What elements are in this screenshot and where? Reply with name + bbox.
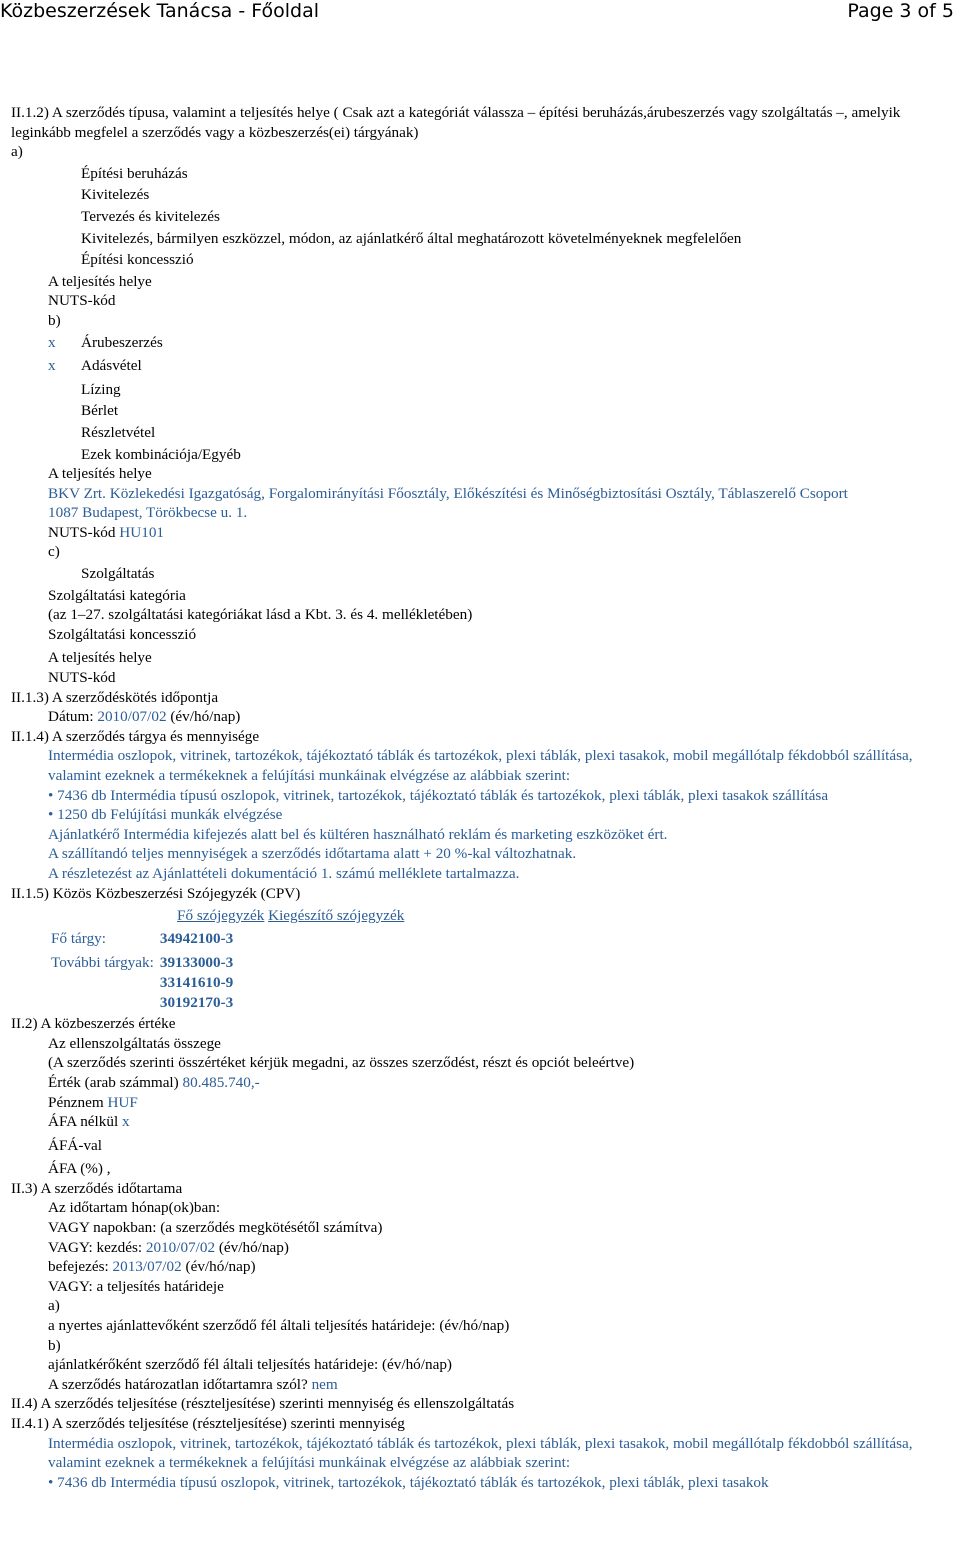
document-body	[11, 103, 951, 1492]
subject-paragraph: Ajánlatkérő Intermédia kifejezés alatt bel és kültéren használható reklám és marketing eszközöket ért.	[48, 825, 668, 843]
cpv-row	[48, 953, 236, 1012]
page-header-title: Közbeszerzések Tanácsa - Főoldal	[0, 0, 320, 22]
start-label: VAGY: kezdés:	[48, 1238, 143, 1256]
cpv-column-headers	[11, 906, 951, 926]
service-category-label: Szolgáltatási kategória	[48, 586, 186, 604]
place-value: BKV Zrt. Közlekedési Igazgatóság, Forgalomirányítási Főosztály, Előkészítési és Minőségbiztosítási Osztály, Táblaszerelő Csoport	[48, 484, 848, 502]
nuts-label: NUTS-kód	[48, 669, 116, 687]
option-c-label: c)	[48, 543, 60, 561]
currency-row	[11, 1093, 951, 1113]
cpv-extra-header: Kiegészítő szójegyzék	[268, 907, 405, 925]
value-row	[11, 1073, 951, 1093]
indefinite-row	[11, 1375, 951, 1395]
section-ii-1-2-heading: II.1.2) A szerződés típusa, valamint a teljesítés helye ( Csak azt a kategóriát válassza – építési beruházás,árubeszerzés vagy szolgáltatás –, amelyik leginkább megfelel a szerződés vagy a közbeszerzés(ei) tárgyának)	[11, 104, 901, 141]
option-b-label: b)	[48, 311, 61, 329]
deadline-label: VAGY: a teljesítés határideje	[48, 1277, 224, 1295]
date-format: (év/hó/nap)	[185, 1258, 256, 1276]
service-concession-label: Szolgáltatási koncesszió	[48, 625, 197, 643]
end-date-row	[11, 1257, 951, 1277]
value-note: (A szerződés szerinti összértéket kérjük megadni, az összes szerződést, részt és opciót beleértve)	[48, 1054, 635, 1072]
nuts-label: NUTS-kód	[48, 292, 116, 310]
cpv-main-value: 34942100-3	[159, 929, 234, 947]
date-label: Dátum:	[48, 708, 94, 726]
page-header	[0, 0, 960, 30]
quantity-paragraph: Intermédia oszlopok, vitrinek, tartozékok, tájékoztató táblák és tartozékok, plexi táblák, plexi tasakok, mobil megállótalp fékdobból szállítása, valamint ezeknek a termékeknek a felújítási munkáinak elvégzése az alábbiak szerint:	[48, 1434, 913, 1472]
section-ii-1-3-heading: II.1.3) A szerződéskötés időpontja	[11, 688, 219, 706]
vat-excluded-row	[11, 1112, 951, 1132]
duration-months-label: Az időtartam hónap(ok)ban:	[48, 1199, 221, 1217]
indefinite-answer: nem	[311, 1375, 338, 1393]
section-ii-2-heading: II.2) A közbeszerzés értéke	[11, 1015, 176, 1033]
option-c-item: Szolgáltatás	[81, 565, 155, 583]
cpv-row	[48, 929, 236, 954]
place-label: A teljesítés helye	[48, 272, 152, 290]
service-category-note: (az 1–27. szolgáltatási kategóriákat lásd a Kbt. 3. és 4. mellékletében)	[48, 606, 473, 624]
date-format: (év/hó/nap)	[218, 1238, 289, 1256]
cpv-code: 39133000-3	[159, 954, 234, 972]
section-ii-1-4-heading: II.1.4) A szerződés tárgya és mennyisége	[11, 727, 260, 745]
quantity-bullet: • 7436 db Intermédia típusú oszlopok, vitrinek, tartozékok, tájékoztató táblák és tartozékok, plexi táblák, plexi tasakok	[48, 1473, 769, 1491]
subject-paragraph: A részletezést az Ajánlattételi dokumentáció 1. számú melléklete tartalmazza.	[48, 864, 520, 882]
end-date: 2013/07/02	[112, 1258, 182, 1276]
currency-value: HUF	[107, 1093, 138, 1111]
currency-label: Pénznem	[48, 1093, 104, 1111]
option-b-item: Ezek kombinációja/Egyéb	[81, 445, 241, 463]
value-amount: 80.485.740,-	[182, 1073, 260, 1091]
date-format: (év/hó/nap)	[170, 708, 241, 726]
nuts-value: HU101	[119, 523, 165, 541]
deadline-b-text: ajánlatkérőként szerződő fél általi teljesítés határideje: (év/hó/nap)	[48, 1356, 452, 1374]
place-label: A teljesítés helye	[48, 649, 152, 667]
subject-paragraph: Intermédia oszlopok, vitrinek, tartozékok, tájékoztató táblák és tartozékok, plexi táblák, plexi tasakok, mobil megállótalp fékdobból szállítása, valamint ezeknek a termékeknek a felújítási munkáinak elvégzése az alábbiak szerint:	[48, 747, 913, 784]
start-date-row	[11, 1238, 951, 1258]
cpv-more-label: További tárgyak:	[51, 954, 154, 972]
deadline-a-text: a nyertes ajánlattevőként szerződő fél általi teljesítés határideje: (év/hó/nap)	[48, 1317, 510, 1335]
place-label: A teljesítés helye	[48, 465, 152, 483]
subject-bullet: • 1250 db Felújítási munkák elvégzése	[48, 806, 283, 824]
option-b-checked-item	[11, 333, 951, 353]
duration-days-label: VAGY napokban: (a szerződés megkötésétől számítva)	[48, 1219, 383, 1237]
cpv-code: 30192170-3	[159, 993, 234, 1011]
subject-bullet: • 7436 db Intermédia típusú oszlopok, vitrinek, tartozékok, tájékoztató táblák és tartozékok, plexi táblák, plexi tasakok szállítása	[48, 786, 829, 804]
option-b-item: Részletvétel	[81, 423, 156, 441]
option-b-item-label: Árubeszerzés	[81, 333, 163, 351]
option-b-item-label: Adásvétel	[81, 357, 142, 375]
option-a-label: a)	[11, 143, 23, 161]
cpv-main-header: Fő szójegyzék	[177, 907, 265, 925]
start-date: 2010/07/02	[145, 1238, 216, 1256]
option-b-checked-item	[11, 356, 951, 376]
option-b-item: Bérlet	[81, 402, 119, 420]
nuts-row	[11, 523, 951, 543]
subject-paragraph: A szállítandó teljes mennyiségek a szerződés időtartama alatt + 20 %-kal változhatnak.	[48, 845, 577, 863]
section-ii-4-heading: II.4) A szerződés teljesítése (részteljesítése) szerinti mennyiség és ellenszolgáltatás	[11, 1395, 515, 1413]
option-a-item: Építési beruházás	[81, 164, 188, 182]
option-a-item: Tervezés és kivitelezés	[81, 207, 220, 225]
section-ii-3-heading: II.3) A szerződés időtartama	[11, 1179, 183, 1197]
deadline-a-label: a)	[48, 1297, 60, 1315]
check-mark: x	[48, 333, 56, 351]
vat-included-label: ÁFÁ-val	[48, 1136, 102, 1154]
date-value: 2010/07/02	[97, 708, 167, 726]
option-a-item: Kivitelezés	[81, 186, 150, 204]
cpv-more-values	[157, 953, 236, 1012]
nuts-label: NUTS-kód	[48, 523, 116, 541]
value-label: Érték (arab számmal)	[48, 1073, 179, 1091]
vat-excluded-label: ÁFA nélkül	[48, 1113, 119, 1131]
cpv-main-label: Fő tárgy:	[51, 929, 106, 947]
indefinite-question: A szerződés határozatlan időtartamra szól?	[48, 1375, 308, 1393]
section-ii-1-5-heading: II.1.5) Közös Közbeszerzési Szójegyzék (CPV)	[11, 884, 301, 902]
deadline-b-label: b)	[48, 1336, 61, 1354]
check-mark: x	[121, 1113, 130, 1131]
address-value: 1087 Budapest, Törökbecse u. 1.	[48, 504, 248, 522]
contract-date-row	[11, 707, 951, 727]
value-heading: Az ellenszolgáltatás összege	[48, 1034, 221, 1052]
option-a-item: Kivitelezés, bármilyen eszközzel, módon, az ajánlatkérő által meghatározott követelményeknek megfelelően	[81, 229, 742, 247]
end-label: befejezés:	[48, 1258, 109, 1276]
option-b-item: Lízing	[81, 380, 121, 398]
cpv-table	[48, 929, 236, 1012]
cpv-code: 33141610-9	[159, 973, 234, 991]
page-number: Page 3 of 5	[847, 0, 954, 22]
check-mark: x	[48, 357, 56, 375]
vat-percent-label: ÁFA (%) ,	[48, 1160, 111, 1178]
section-ii-4-1-heading: II.4.1) A szerződés teljesítése (részteljesítése) szerinti mennyiség	[11, 1415, 405, 1432]
option-a-item: Építési koncesszió	[81, 251, 194, 269]
